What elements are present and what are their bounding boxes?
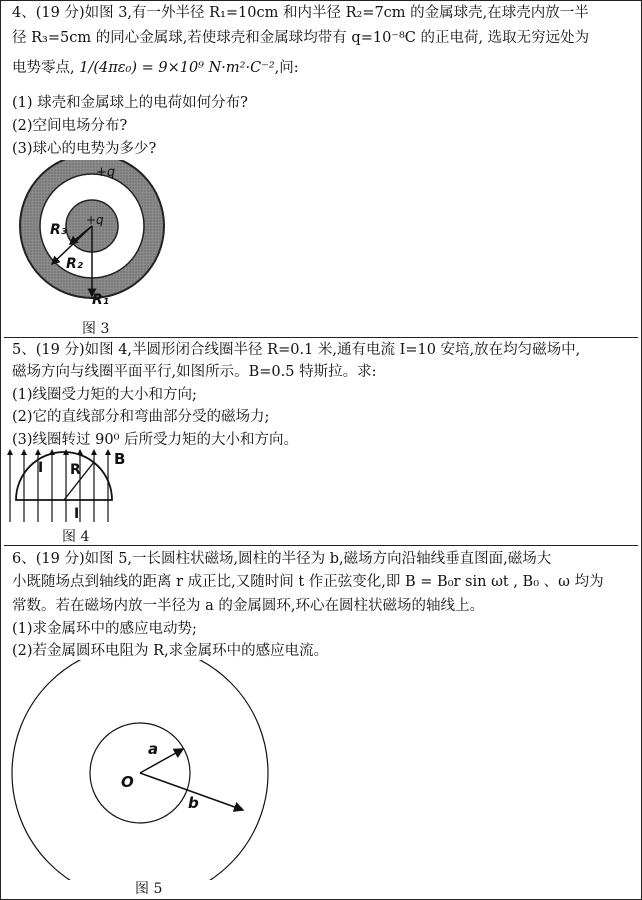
q4-line3-prefix: 电势零点, xyxy=(12,60,75,76)
q4-line3 xyxy=(12,58,299,78)
r1-label: R₁ xyxy=(92,292,109,308)
q4-sub3: (3)球心的电势为多少? xyxy=(12,141,157,157)
q4-sub1: (1) 球壳和金属球上的电荷如何分布? xyxy=(12,95,248,111)
semicircle-coil xyxy=(16,452,112,500)
q6-line2: 小既随场点到轴线的距离 r 成正比,又随时间 t 作正弦变化,即 B = B₀r sin ωt , B₀ 、ω 均为 xyxy=(12,574,604,590)
q5-sub2: (2)它的直线部分和弯曲部分受的磁场力; xyxy=(12,409,270,425)
q4-line1: 4、(19 分)如图 3,有一外半径 R₁=10cm 和内半径 R₂=7cm 的金属球壳,在球壳内放一半 xyxy=(12,5,589,21)
inner-charge-label: +q xyxy=(86,213,104,227)
q6-line1: 6、(19 分)如图 5,一长圆柱状磁场,圆柱的半径为 b,磁场方向沿轴线垂直图面,磁场大 xyxy=(12,551,552,567)
q6-line3: 常数。若在磁场内放一半径为 a 的金属圆环,环心在圆柱状磁场的轴线上。 xyxy=(12,598,484,614)
q5-sub3: (3)线圈转过 90⁰ 后所受力矩的大小和方向。 xyxy=(12,432,299,448)
current-label-left: I xyxy=(38,460,44,476)
q4-line2: 径 R₃=5cm 的同心金属球,若使球壳和金属球均带有 q=10⁻⁸C 的正电荷, 选取无穷远处为 xyxy=(12,30,590,46)
label-b: b xyxy=(188,794,199,812)
field-label: B xyxy=(114,450,126,468)
q5-sub1: (1)线圈受力矩的大小和方向; xyxy=(12,387,197,403)
label-a: a xyxy=(148,740,159,758)
r2-label: R₂ xyxy=(66,256,83,272)
q5-line2: 磁场方向与线圈平面平行,如图所示。B=0.5 特斯拉。求: xyxy=(12,364,377,380)
q4-line3-suffix: ,问: xyxy=(274,60,299,76)
figure-4-caption: 图 4 xyxy=(62,529,90,545)
q6-sub2: (2)若金属圆环电阻为 R,求金属环中的感应电流。 xyxy=(12,643,329,659)
q4-formula: 1/(4πε₀) = 9×10⁹ N·m²·C⁻² xyxy=(79,60,275,76)
divider-2 xyxy=(4,545,638,546)
radius-label: R xyxy=(70,462,81,478)
q5-line1: 5、(19 分)如图 4,半圆形闭合线圈半径 R=0.1 米,通有电流 I=10 安培,放在均匀磁场中, xyxy=(12,342,581,358)
label-o: O xyxy=(121,773,134,791)
q4-sub2: (2)空间电场分布? xyxy=(12,118,128,134)
figure-5-caption: 图 5 xyxy=(135,881,163,897)
r3-label: R₃ xyxy=(50,222,67,238)
figure-3-caption: 图 3 xyxy=(82,321,110,337)
outer-charge-label: +q xyxy=(96,165,116,180)
radius-a-arrow xyxy=(140,749,183,773)
divider-1 xyxy=(4,337,638,338)
figure-4 xyxy=(0,448,140,526)
current-label-bottom: I xyxy=(74,506,80,522)
figure-5 xyxy=(0,660,300,880)
magnetic-field-boundary xyxy=(12,660,268,880)
figure-3 xyxy=(0,160,200,310)
q6-sub1: (1)求金属环中的感应电动势; xyxy=(12,621,197,637)
